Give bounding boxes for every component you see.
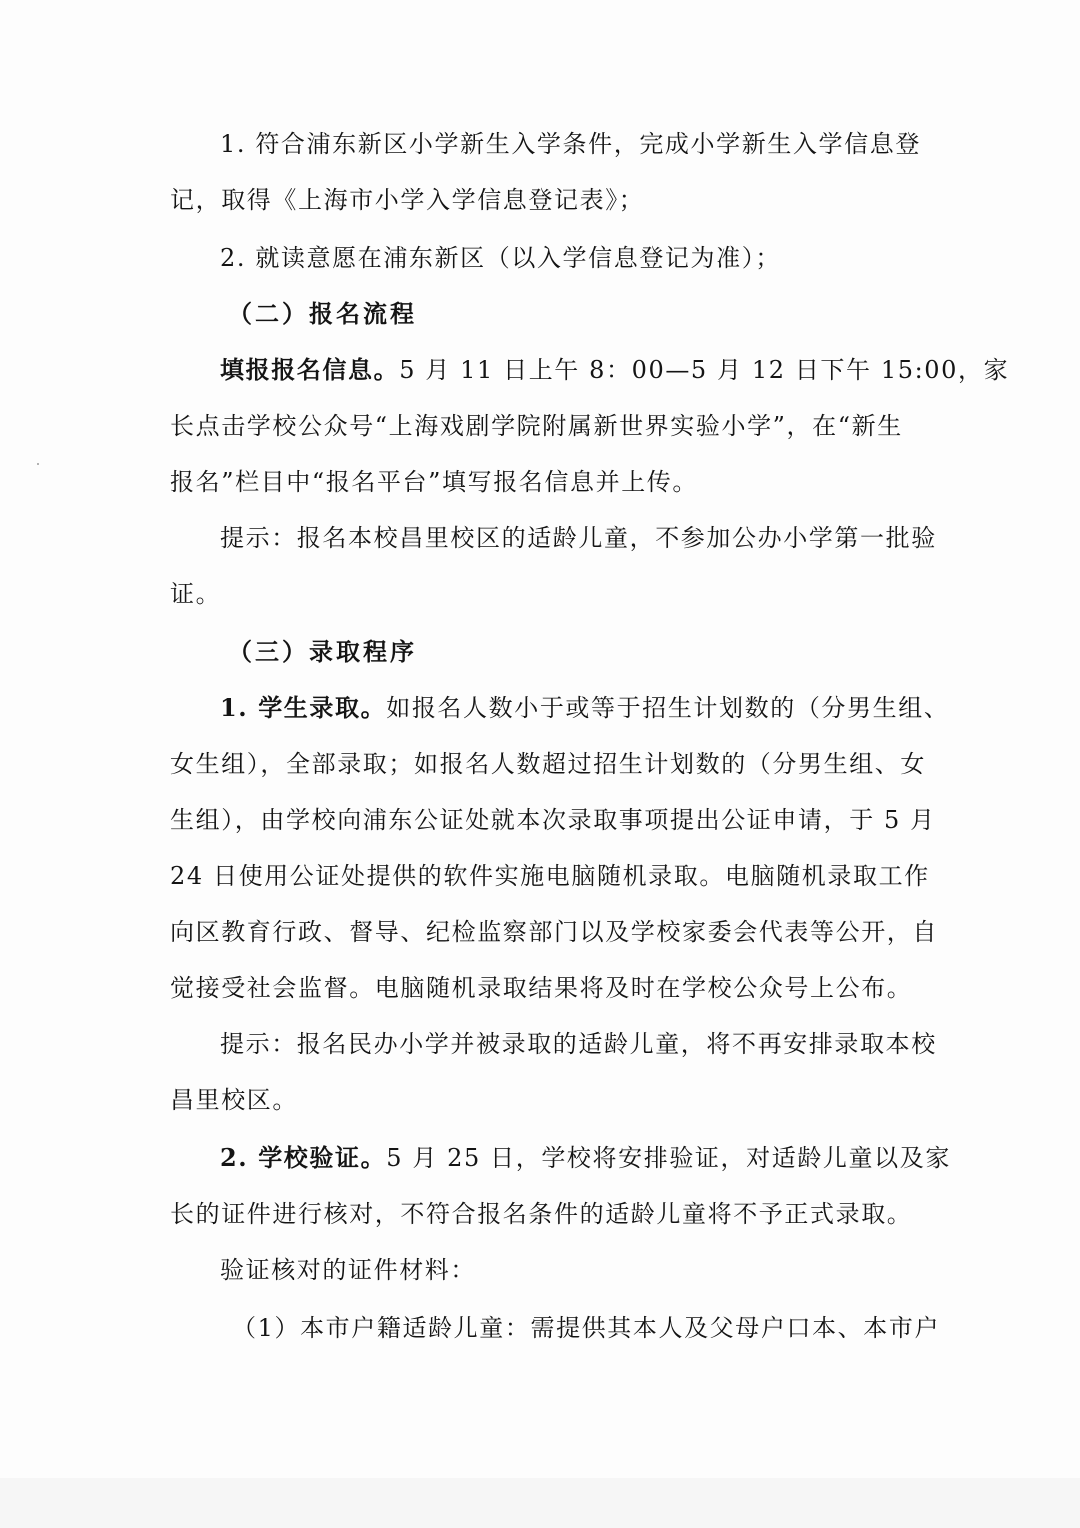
line-text: 记，取得《上海市小学入学信息登记表》； — [170, 186, 645, 214]
line-text: 长的证件进行核对，不符合报名条件的适龄儿童将不予正式录取。 — [170, 1200, 913, 1228]
paragraph-line — [170, 971, 912, 1005]
line-text: 提示：报名民办小学并被录取的适龄儿童，将不再安排录取本校 — [220, 1030, 937, 1058]
line-text: 报名”栏目中“报名平台”填写报名信息并上传。 — [170, 468, 699, 496]
line-text: 生组），由学校向浦东公证处就本次录取事项提出公证申请，于 5 月 — [170, 806, 936, 834]
lead-in-bold: 1. 学生录取。 — [220, 693, 387, 722]
line-text: 提示：报名本校昌里校区的适龄儿童，不参加公办小学第一批验 — [220, 524, 937, 552]
line-text: （1）本市户籍适龄儿童：需提供其本人及父母户口本、本市户 — [232, 1314, 941, 1342]
paragraph-line — [220, 1253, 476, 1287]
paragraph-line — [220, 127, 921, 161]
section-heading — [228, 635, 417, 669]
note-line — [170, 1083, 298, 1117]
paragraph-line — [220, 241, 781, 275]
paragraph-line — [220, 1141, 951, 1175]
paragraph-line — [170, 1197, 912, 1231]
line-text: 5 月 25 日，学校将安排验证，对适龄儿童以及家 — [386, 1144, 951, 1172]
scan-speck — [37, 463, 39, 465]
paragraph-line — [232, 1311, 940, 1345]
note-line — [220, 1027, 937, 1061]
heading-text: （三）录取程序 — [228, 637, 417, 666]
line-text: 24 日使用公证处提供的软件实施电脑随机录取。电脑随机录取工作 — [170, 862, 930, 890]
line-text: 2. 就读意愿在浦东新区（以入学信息登记为准）； — [220, 244, 781, 272]
line-text: 如报名人数小于或等于招生计划数的（分男生组、 — [386, 694, 950, 722]
paragraph-line — [170, 859, 930, 893]
scan-bottom-margin — [0, 1478, 1080, 1528]
line-text: 女生组），全部录取；如报名人数超过招生计划数的（分男生组、女 — [170, 750, 926, 778]
paragraph-line — [220, 691, 949, 725]
line-text: 昌里校区。 — [170, 1086, 298, 1114]
lead-in-bold: 2. 学校验证。 — [220, 1143, 387, 1172]
line-text: 验证核对的证件材料： — [220, 1256, 476, 1284]
paragraph-line — [220, 353, 1009, 387]
note-line — [220, 521, 937, 555]
section-heading — [228, 297, 417, 331]
paragraph-line — [170, 409, 903, 443]
heading-text: （二）报名流程 — [228, 299, 417, 328]
lead-in-bold: 填报报名信息。 — [220, 355, 400, 384]
line-text: 向区教育行政、督导、纪检监察部门以及学校家委会代表等公开，自 — [170, 918, 938, 946]
paragraph-line — [170, 183, 644, 217]
paragraph-line — [170, 803, 936, 837]
note-line — [170, 577, 221, 611]
paragraph-line — [170, 915, 938, 949]
paragraph-line — [170, 747, 926, 781]
line-text: 长点击学校公众号“上海戏剧学院附属新世界实验小学”，在“新生 — [170, 412, 903, 440]
line-text: 5 月 11 日上午 8：00—5 月 12 日下午 15:00，家 — [399, 356, 1010, 384]
line-text: 证。 — [170, 580, 222, 608]
line-text: 觉接受社会监督。电脑随机录取结果将及时在学校公众号上公布。 — [170, 974, 913, 1002]
line-text: 1. 符合浦东新区小学新生入学条件，完成小学新生入学信息登 — [220, 130, 921, 158]
paragraph-line — [170, 465, 698, 499]
